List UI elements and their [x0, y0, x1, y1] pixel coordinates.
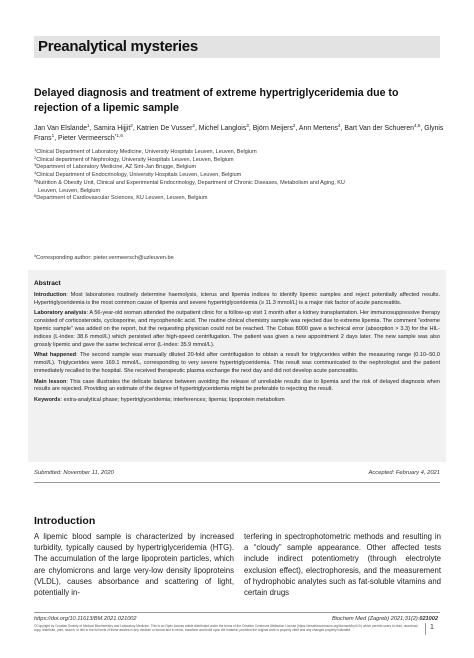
doi-link[interactable]: https://doi.org/10.11613/BM.2021.021002 — [34, 616, 137, 622]
article-title: Delayed diagnosis and treatment of extreme hypertriglyceridemia due to rejection of a lipemic sample — [34, 87, 399, 114]
affiliation-number: 2 — [34, 154, 37, 160]
introduction-column-left: A lipemic blood sample is characterized by increased turbidity, typically caused by hypertriglyceridemia (HTG). The accumulation of the large lipoprotein particles, which are chylomicrons and large very-low density lipoproteins (VLDL), causes absorbance and scattering of light, potentially in- — [34, 532, 234, 598]
abstract-text: : Most laboratories routinely determine haemolysis, icterus and lipemia indices to identify lipemic samples and reject potentially affected results. Hypertriglyceridemia is the most common cause of lipemia and severe hypertriglyceridemia (≥ 11.3 mmol/L) is a major risk factor of acute pancreatitis. — [34, 292, 440, 306]
footer-divider — [34, 612, 440, 613]
accepted-date: Accepted: February 4, 2021 — [368, 470, 440, 476]
abstract-label: What happened — [34, 352, 77, 359]
dates-divider — [34, 482, 440, 483]
section-title: Preanalytical mysteries — [38, 38, 198, 55]
affiliation-number: 4 — [34, 170, 37, 176]
affiliation-item — [34, 177, 444, 195]
author-affiliation-marker: 3 — [246, 123, 249, 128]
affiliation-item — [34, 172, 444, 180]
affiliation-number: 5 — [34, 177, 37, 183]
affiliation-text: Department of Cardiovascular Sciences, KU Leuven, Leuven, Belgium — [36, 195, 208, 202]
affiliation-text: Clinical Department of Laboratory Medicine, University Hospitals Leuven, Leuven, Belgium — [36, 149, 257, 155]
abstract-label: Introduction — [34, 292, 67, 298]
abstract-text: : This case illustrates the delicate balance between avoiding the release of unreliable results due to lipemia and the risk of delayed diagnosis when results are rejected. Providing an estimate of the degree of hypertriglyceridemia might be preferable to rejecting the result. — [34, 378, 441, 393]
dates-row — [34, 470, 440, 480]
author-name: Bart Van der Schueren — [344, 125, 414, 132]
introduction-heading: Introduction — [34, 515, 96, 527]
author-name: Samira Hijjit — [93, 125, 131, 132]
abstract-label: Laboratory analysis — [34, 310, 87, 317]
author-separator: , — [132, 125, 137, 132]
page-number: 1 — [430, 624, 434, 631]
affiliation-number: 6 — [34, 193, 37, 199]
affiliation-text: Department of Laboratory Medicine, AZ Sint-Jan Brugge, Belgium — [36, 164, 197, 171]
author-list — [34, 124, 444, 144]
author-separator: , — [248, 125, 253, 132]
submitted-date: Submitted: November 11, 2020 — [34, 470, 114, 476]
affiliation-text: Nutrition & Obesity Unit, Clinical and Experimental Endocrinology, Department of Chronic Diseases, Metabolism and Aging, KU — [36, 179, 345, 186]
affiliation-list — [34, 149, 444, 203]
journal-citation — [332, 616, 438, 622]
abstract-paragraph — [34, 292, 440, 308]
abstract-text: : The second sample was manually diluted 20-fold after centrifugation to obtain a result for triglycerides within the measuring range (0.10–50.0 mmol/L). Triglycerides were 169.1 mmol/L, corresponding to very severe hypertriglyceridemia. This result was communicated to the nephrologist and the patient immediately recalled to the hospital. She received therapeutic plasma exchange the next day and did not develop acute pancreatitis. — [34, 352, 440, 375]
author-name: Katrien De Vusser — [136, 125, 193, 132]
author-name: Glynis Frans — [34, 125, 444, 142]
abstract-paragraph — [34, 310, 440, 350]
abstract-body — [34, 292, 440, 407]
author-separator: , — [340, 125, 345, 132]
author-affiliation-marker: 4 — [338, 123, 341, 128]
author-affiliation-marker: 1 — [87, 123, 90, 128]
abstract-text: : extra-analytical phase; hypertriglyceridemia; interferences; lipemia; lipoprotein metabolism — [60, 396, 285, 403]
abstract-heading: Abstract — [34, 280, 61, 287]
affiliation-item — [34, 195, 444, 203]
author-separator: , — [420, 125, 425, 132]
author-name: Michel Langlois — [198, 125, 247, 132]
affiliation-number: 1 — [34, 147, 37, 152]
affiliation-continuation: Leuven, Leuven, Belgium — [38, 187, 101, 194]
author-name: Björn Meijers — [252, 125, 293, 132]
author-affiliation-marker: 4,5 — [414, 123, 421, 128]
author-name: Jan Van Elslande — [34, 125, 88, 132]
abstract-label: Main lesson — [34, 378, 67, 385]
author-affiliation-marker: *1,6 — [114, 133, 123, 138]
introduction-column-right: terfering in spectrophotometric methods and resulting in a “cloudy” sample appearance. Other affected tests include indirect potentiometry (through electrolyte exclusion effect), electrophoresis, and the measurement of hydrophobic analytes such as fat-soluble vitamins and certain drugs — [244, 532, 441, 598]
author-affiliation-marker: 2 — [130, 123, 133, 128]
author-name: Ann Mertens — [298, 125, 338, 132]
abstract-text: : A 56-year-old woman attended the outpatient clinic for a follow-up visit 1 month after a kidney transplantation. Her immunosuppressive therapy consisted of corticosteroids, cyclosporine, and mycophenolic acid. The routine clinical chemistry sample was rejected due to extreme lipemia. The comment “extreme lipemic sample” was added on the report, but the requesting physician could not be reached. The Cobas 8000 gave a technical error (absorption > 3.3) for the HIL-indices (L-index: 38.6 mmol/L) which persisted after high-speed centrifugation. The patient was given a new appointment 2 days later. The new sample was also grossly lipemic and gave the same technical error (L-index: 35.9 mmol/L). — [34, 310, 440, 348]
journal-name: Biochem Med (Zagreb) 2021;31(2): — [331, 616, 420, 622]
author-separator: , — [295, 125, 299, 132]
abstract-label: Keywords — [34, 396, 61, 403]
affiliation-number: 3 — [34, 162, 37, 168]
author-affiliation-marker: 2 — [292, 123, 296, 128]
abstract-paragraph — [34, 352, 440, 376]
author-affiliation-marker: 2 — [192, 123, 195, 128]
affiliation-item — [34, 149, 444, 157]
affiliation-text: Clinical department of Nephrology, University Hospitals Leuven, Leuven, Belgium — [36, 156, 234, 163]
author-affiliation-marker: 1 — [51, 133, 55, 138]
abstract-paragraph — [34, 397, 440, 405]
author-separator: , — [89, 125, 94, 132]
article-number: 021002 — [419, 616, 438, 622]
page-number-divider — [425, 623, 426, 635]
affiliation-item — [34, 164, 444, 172]
license-text: ©Copyright by Croatian Society of Medical Biochemistry and Laboratory Medicine. This is an Open Access article distributed under the terms of the Creative Commons Attribution License (https://creativecommons.org/licenses/by/4.0/) which permits users to read, download, copy, distribute, print, search, or link to the full texts of these articles in any medium or format and to remix, transform and build upon the material, provided the original work is properly cited and any changes properly indicated. — [34, 624, 419, 633]
affiliation-text: Clinical Department of Endocrinology, University Hospitals Leuven, Leuven, Belgium — [36, 172, 242, 179]
abstract-paragraph — [34, 379, 440, 395]
author-separator: , — [54, 135, 59, 142]
author-separator: , — [194, 125, 199, 132]
section-banner — [34, 36, 440, 58]
author-name: Pieter Vermeersch — [58, 135, 115, 142]
corresponding-author: *Corresponding author: pieter.vermeersch@uzleuven.be — [34, 255, 174, 261]
